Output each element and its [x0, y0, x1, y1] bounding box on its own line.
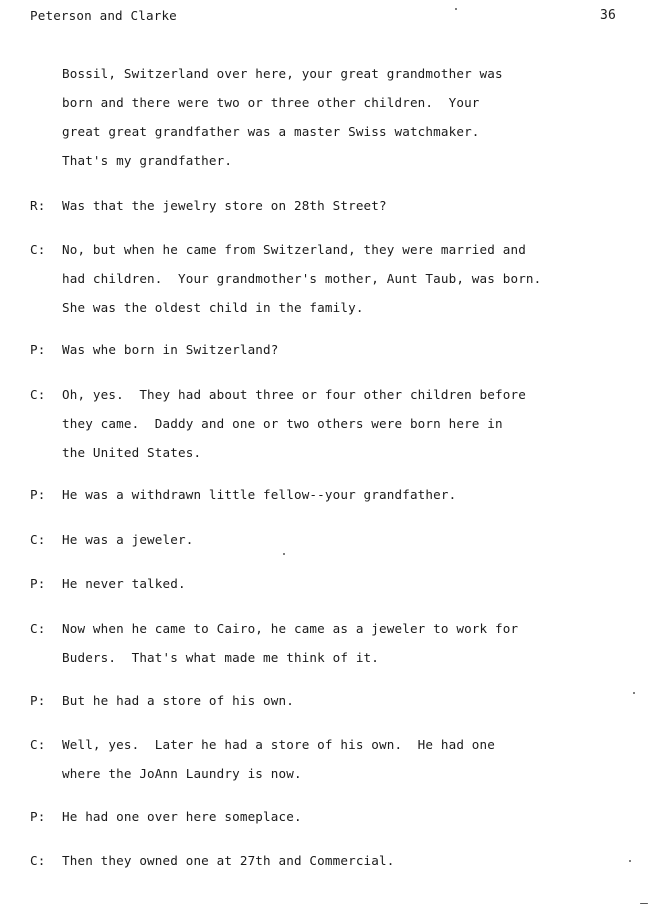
transcript-line: Was whe born in Switzerland? — [62, 342, 279, 357]
transcript-line: But he had a store of his own. — [62, 693, 294, 708]
speaker-label: C: — [30, 387, 46, 402]
speaker-label: P: — [30, 693, 46, 708]
transcript-entry — [30, 387, 630, 474]
transcript-entry — [30, 853, 630, 882]
transcript-entry — [30, 737, 630, 795]
speaker-label: P: — [30, 809, 46, 824]
transcript-line: He had one over here someplace. — [62, 809, 302, 824]
transcript-line: great great grandfather was a master Swiss watchmaker. — [62, 124, 480, 139]
speaker-label: C: — [30, 242, 46, 257]
speaker-label: C: — [30, 621, 46, 636]
running-header: Peterson and Clarke — [30, 8, 177, 23]
transcript-line: He was a withdrawn little fellow--your grandfather. — [62, 487, 457, 502]
transcript-entry — [30, 621, 630, 679]
speaker-label: R: — [30, 198, 46, 213]
transcript-line: That's my grandfather. — [62, 153, 233, 168]
speaker-label: C: — [30, 737, 46, 752]
transcript-line: Oh, yes. They had about three or four other children before — [62, 387, 526, 402]
transcript-line: She was the oldest child in the family. — [62, 300, 364, 315]
transcript-line: they came. Daddy and one or two others were born here in — [62, 416, 503, 431]
transcript-line: He never talked. — [62, 576, 186, 591]
speaker-label: C: — [30, 853, 46, 868]
speaker-label: P: — [30, 342, 46, 357]
transcript-entry — [30, 576, 630, 605]
transcript-line: Then they owned one at 27th and Commercial. — [62, 853, 395, 868]
page-number: 36 — [600, 8, 616, 23]
transcript-line: Buders. That's what made me think of it. — [62, 650, 380, 665]
transcript-line: He was a jeweler. — [62, 532, 194, 547]
transcript-line: Now when he came to Cairo, he came as a jeweler to work for — [62, 621, 519, 636]
transcript-entry — [30, 487, 630, 516]
transcript-line: Was that the jewelry store on 28th Street? — [62, 198, 387, 213]
scan-speck — [629, 860, 631, 862]
transcript-entry — [30, 242, 630, 329]
scan-speck — [640, 903, 648, 904]
transcript-entry — [30, 809, 630, 838]
transcript-line: Bossil, Switzerland over here, your great grandmother was — [62, 66, 503, 81]
transcript-line: No, but when he came from Switzerland, they were married and — [62, 242, 526, 257]
transcript-entry — [30, 532, 630, 561]
scan-speck — [633, 692, 635, 694]
transcript-entry — [30, 693, 630, 722]
transcript-line: had children. Your grandmother's mother, Aunt Taub, was born. — [62, 271, 542, 286]
transcript-line: the United States. — [62, 445, 202, 460]
transcript-line: born and there were two or three other children. Your — [62, 95, 480, 110]
speaker-label: C: — [30, 532, 46, 547]
transcript-entry — [30, 66, 630, 182]
scan-speck — [455, 8, 457, 10]
speaker-label: P: — [30, 576, 46, 591]
transcript-line: where the JoAnn Laundry is now. — [62, 766, 302, 781]
transcript-entry — [30, 198, 630, 227]
transcript-line: Well, yes. Later he had a store of his own. He had one — [62, 737, 495, 752]
transcript-entry — [30, 342, 630, 371]
speaker-label: P: — [30, 487, 46, 502]
scan-speck — [283, 553, 285, 555]
